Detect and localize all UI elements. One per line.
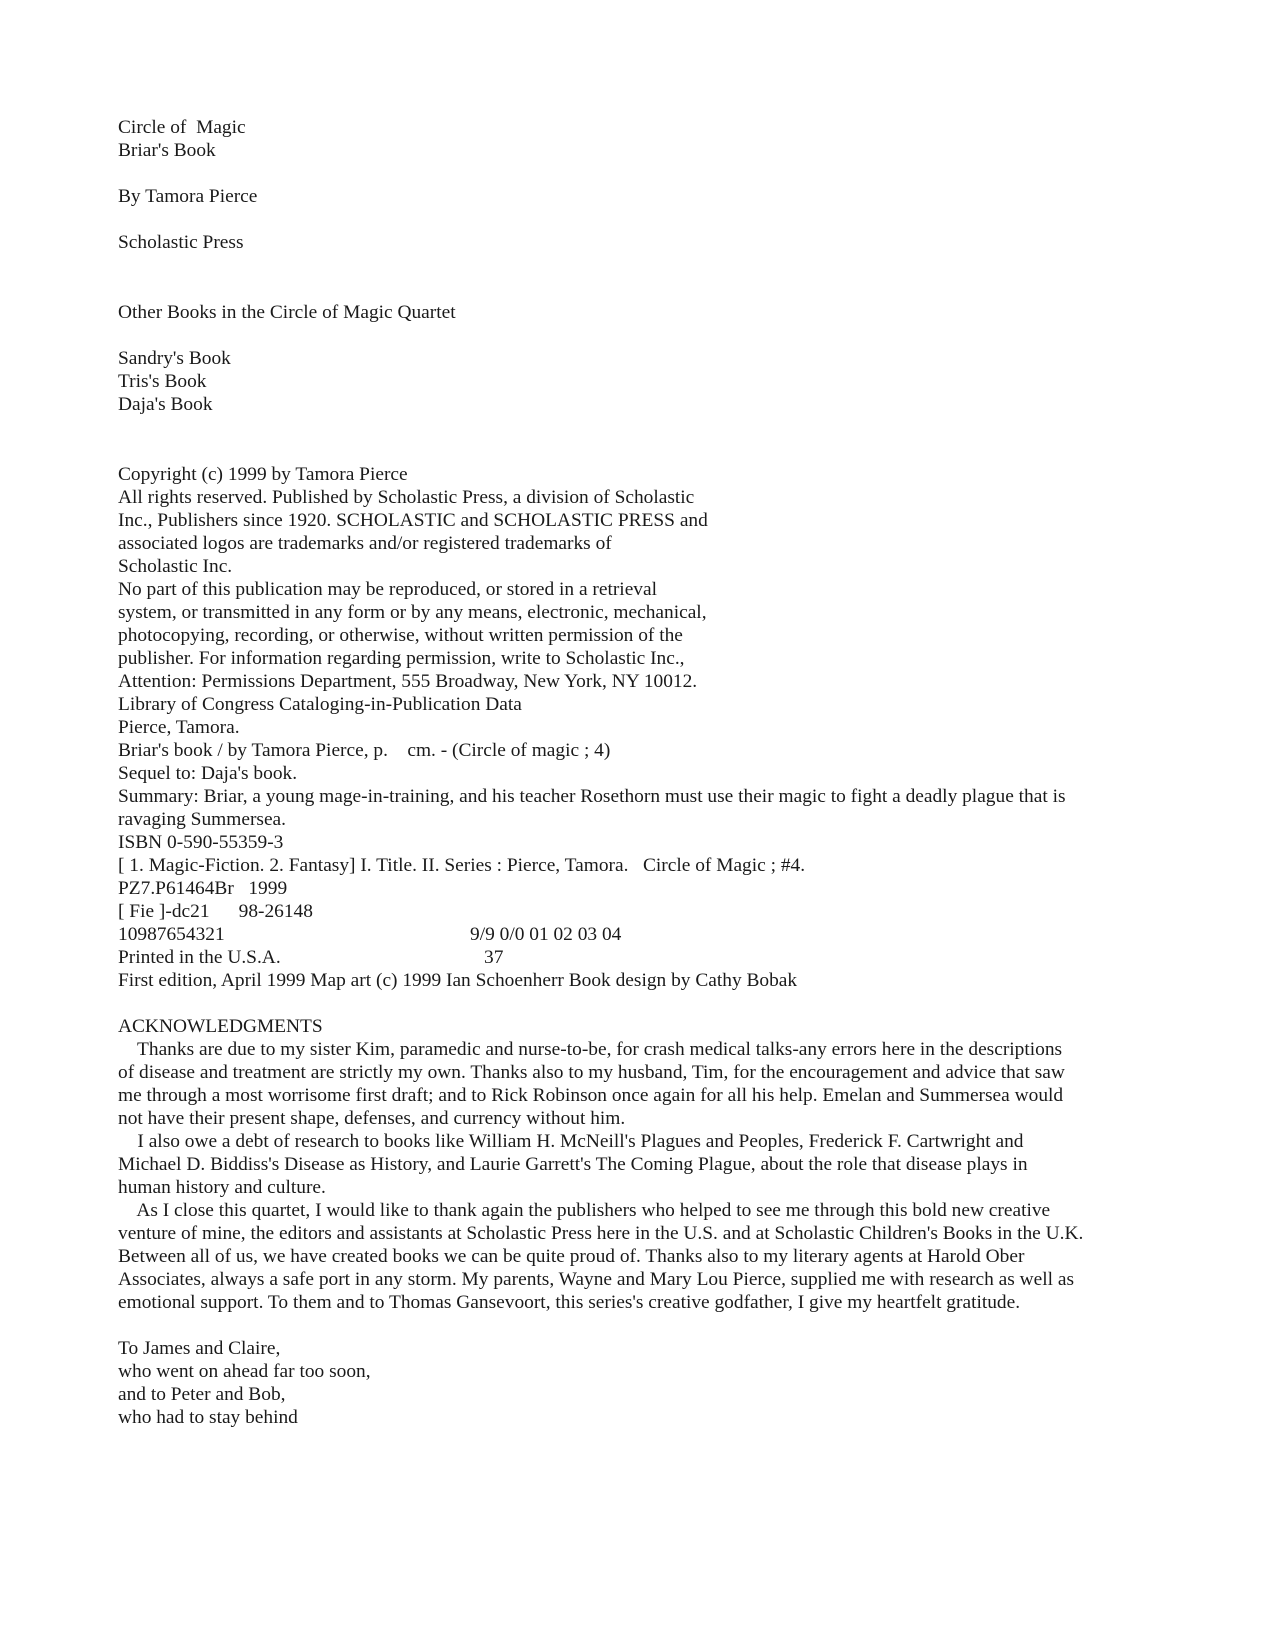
acknowledgments-line: Associates, always a safe port in any storm. My parents, Wayne and Mary Lou Pierce, supplied me with research as well as <box>118 1269 1075 1290</box>
print-numbers: 10987654321 <box>118 924 225 945</box>
edition-line: First edition, April 1999 Map art (c) 1999 Ian Schoenherr Book design by Cathy Bobak <box>118 970 798 991</box>
print-codes: 9/9 0/0 01 02 03 04 <box>470 924 622 945</box>
copyright-line: Scholastic Inc. <box>118 556 233 577</box>
cip-summary: Summary: Briar, a young mage-in-training, and his teacher Rosethorn must use their magic to fight a deadly plague that is <box>118 786 1066 807</box>
cip-dewey: [ Fie ]-dc21 98-26148 <box>118 901 313 922</box>
acknowledgments-line: Michael D. Biddiss's Disease as History, and Laurie Garrett's The Coming Plague, about the role that disease plays in <box>118 1154 1028 1175</box>
acknowledgments-line: Between all of us, we have created books we can be quite proud of. Thanks also to my literary agents at Harold Ober <box>118 1246 1025 1267</box>
cip-summary-cont: ravaging Summersea. <box>118 809 287 830</box>
acknowledgments-line: emotional support. To them and to Thomas Gansevoort, this series's creative godfather, I give my heartfelt gratitude. <box>118 1292 1021 1313</box>
cip-subjects: [ 1. Magic-Fiction. 2. Fantasy] I. Title. II. Series : Pierce, Tamora. Circle of Magic ; #4. <box>118 855 806 876</box>
other-book-item: Sandry's Book <box>118 348 231 369</box>
copyright-line: Inc., Publishers since 1920. SCHOLASTIC and SCHOLASTIC PRESS and <box>118 510 708 531</box>
other-book-item: Tris's Book <box>118 371 207 392</box>
cip-title: Briar's book / by Tamora Pierce, p. cm. - (Circle of magic ; 4) <box>118 740 611 761</box>
cip-isbn: ISBN 0-590-55359-3 <box>118 832 284 853</box>
copyright-line: system, or transmitted in any form or by any means, electronic, mechanical, <box>118 602 707 623</box>
publisher: Scholastic Press <box>118 232 244 253</box>
copyright-line: associated logos are trademarks and/or registered trademarks of <box>118 533 612 554</box>
acknowledgments-line: human history and culture. <box>118 1177 326 1198</box>
byline: By Tamora Pierce <box>118 186 258 207</box>
book-title: Briar's Book <box>118 140 216 161</box>
cip-call-number: PZ7.P61464Br 1999 <box>118 878 288 899</box>
dedication-line: who went on ahead far too soon, <box>118 1361 371 1382</box>
acknowledgments-line: I also owe a debt of research to books like William H. McNeill's Plagues and Peoples, Frederick F. Cartwright and <box>118 1131 1024 1152</box>
other-books-heading: Other Books in the Circle of Magic Quartet <box>118 302 456 323</box>
copyright-line: photocopying, recording, or otherwise, without written permission of the <box>118 625 683 646</box>
printed-in: Printed in the U.S.A. <box>118 947 281 968</box>
cip-sequel: Sequel to: Daja's book. <box>118 763 298 784</box>
cip-heading: Library of Congress Cataloging-in-Publication Data <box>118 694 522 715</box>
cip-author: Pierce, Tamora. <box>118 717 240 738</box>
dedication-line: who had to stay behind <box>118 1407 298 1428</box>
acknowledgments-line: me through a most worrisome first draft; and to Rick Robinson once again for all his help. Emelan and Summersea would <box>118 1085 1064 1106</box>
acknowledgments-line: As I close this quartet, I would like to thank again the publishers who helped to see me through this bold new creative <box>118 1200 1051 1221</box>
acknowledgments-line: of disease and treatment are strictly my own. Thanks also to my husband, Tim, for the encouragement and advice that saw <box>118 1062 1065 1083</box>
dedication-line: To James and Claire, <box>118 1338 281 1359</box>
acknowledgments-heading: ACKNOWLEDGMENTS <box>118 1016 323 1037</box>
copyright-line: All rights reserved. Published by Scholastic Press, a division of Scholastic <box>118 487 695 508</box>
copyright-line: No part of this publication may be reproduced, or stored in a retrieval <box>118 579 657 600</box>
printed-number: 37 <box>484 947 504 968</box>
acknowledgments-line: not have their present shape, defenses, and currency without him. <box>118 1108 626 1129</box>
series-title: Circle of Magic <box>118 117 246 138</box>
copyright-line: Attention: Permissions Department, 555 Broadway, New York, NY 10012. <box>118 671 698 692</box>
dedication-line: and to Peter and Bob, <box>118 1384 286 1405</box>
other-book-item: Daja's Book <box>118 394 213 415</box>
copyright-line: Copyright (c) 1999 by Tamora Pierce <box>118 464 408 485</box>
acknowledgments-line: Thanks are due to my sister Kim, paramedic and nurse-to-be, for crash medical talks-any errors here in the descriptions <box>118 1039 1063 1060</box>
copyright-line: publisher. For information regarding permission, write to Scholastic Inc., <box>118 648 685 669</box>
acknowledgments-line: venture of mine, the editors and assistants at Scholastic Press here in the U.S. and at Scholastic Children's Books in the U.K. <box>118 1223 1084 1244</box>
